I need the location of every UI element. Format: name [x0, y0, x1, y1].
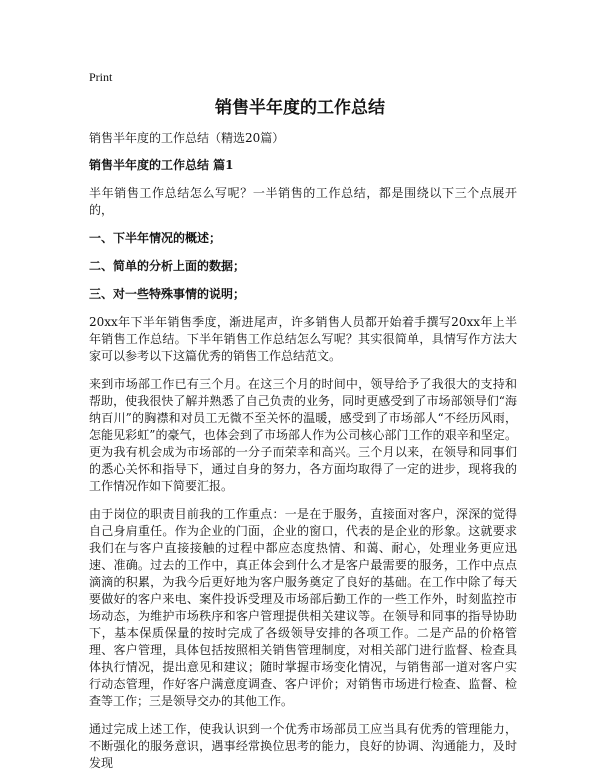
point-3: 三、对一些特殊事情的说明； — [89, 287, 246, 301]
document-subtitle: 销售半年度的工作总结（精选20篇） — [89, 131, 285, 145]
document-body — [89, 130, 517, 776]
print-label: Print — [89, 70, 113, 84]
section-heading: 销售半年度的工作总结 篇1 — [89, 158, 234, 172]
paragraph-1: 20xx年下半年销售季度，渐进尾声，许多销售人员都开始着手撰写20xx年上半年销售工作总结。下半年销售工作总结怎么写呢？其实很简单，具情写作方法大家可以参考以下这篇优秀的销售工作总结范文。 — [89, 315, 517, 363]
paragraph-3: 由于岗位的职责目前我的工作重点：一是在于服务，直接面对客户，深深的觉得自己身肩重任。作为企业的门面，企业的窗口，代表的是企业的形象。这就要求我们在与客户直接接触的过程中都应态度热情、和蔼、耐心，处理业务更应迅速、准确。过去的工作中，真正体会到什么才是客户最需要的服务，工作中点点滴滴的积累，为我今后更好地为客户服务奠定了良好的基础。在工作中除了每天要做好的客户来电、案件投诉受理及市场部后勤工作的一些工作外，时刻监控市场动态，为维护市场秩序和客户管理提供相关建议等。在领导和同事的指导协助下，基本保质保量的按时完成了各级领导安排的各项工作。二是产品的价格管理、客户管理，具体包括按照相关销售管理制度，对相关部门进行监督、检查具体执行情况，提出意见和建议；随时掌握市场变化情况，与销售部一道对客户实行动态管理，作好客户满意度调查、客户评价；对销售市场进行检查、监督、检查等工作；三是领导交办的其他工作。 — [89, 507, 517, 708]
point-2: 二、简单的分析上面的数据； — [89, 259, 246, 273]
paragraph-2: 来到市场部工作已有三个月。在这三个月的时间中，领导给予了我很大的支持和帮助，使我很快了解并熟悉了自己负责的业务，同时更感受到了市场部领导们“海纳百川”的胸襟和对员工无微不至关怀的温暖，感受到了市场部人“不经历风雨，怎能见彩虹”的豪气，也体会到了市场部人作为公司核心部门工作的艰辛和坚定。更为我有机会成为市场部的一分子而荣幸和高兴。三个月以来，在领导和同事们的悉心关怀和指导下，通过自身的努力，各方面均取得了一定的进步，现将我的工作情况作如下简要汇报。 — [89, 377, 517, 493]
paragraph-4: 通过完成上述工作，使我认识到一个优秀市场部员工应当具有优秀的管理能力，不断强化的服务意识，遇事经常换位思考的能力，良好的协调、沟通能力，及时发现 — [89, 722, 517, 770]
document-title: 销售半年度的工作总结 — [215, 98, 385, 118]
point-1: 一、下半年情况的概述； — [89, 231, 222, 245]
intro-paragraph: 半年销售工作总结怎么写呢？一半销售的工作总结，都是围绕以下三个点展开的， — [89, 186, 517, 217]
